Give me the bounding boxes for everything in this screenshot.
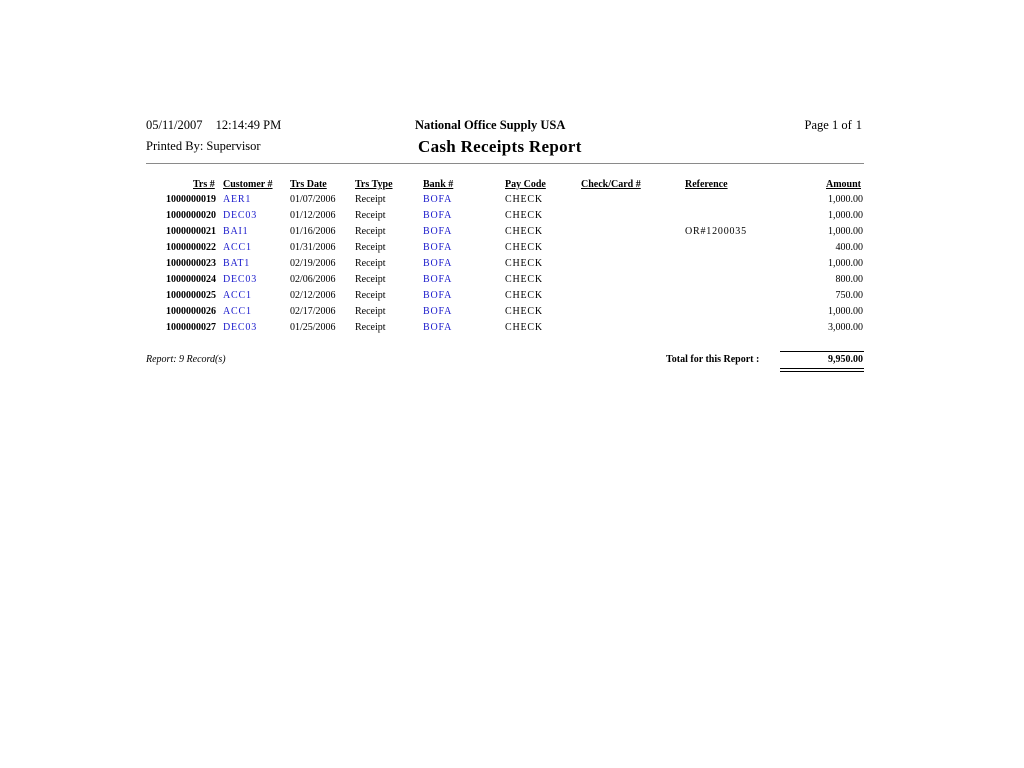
col-header-trs: Trs #: [193, 179, 215, 190]
cell-customer[interactable]: ACC1: [223, 242, 252, 253]
total-rule-double-bottom: [780, 371, 864, 372]
cell-bank[interactable]: BOFA: [423, 210, 453, 221]
col-header-trs-type: Trs Type: [355, 179, 393, 190]
cell-trs-date: 02/06/2006: [290, 274, 336, 285]
cell-trs: 1000000022: [166, 242, 216, 253]
cell-amount: 1,000.00: [828, 210, 863, 221]
col-header-trs-date: Trs Date: [290, 179, 327, 190]
cell-amount: 800.00: [835, 274, 863, 285]
cell-trs: 1000000021: [166, 226, 216, 237]
cell-reference: OR#1200035: [685, 226, 747, 237]
total-label: Total for this Report :: [666, 354, 760, 365]
cell-customer[interactable]: ACC1: [223, 306, 252, 317]
printed-by: Printed By: Supervisor: [146, 139, 261, 153]
cell-customer[interactable]: BAT1: [223, 258, 251, 269]
col-header-check-card: Check/Card #: [581, 179, 641, 190]
cell-pay-code: CHECK: [505, 258, 543, 269]
cell-trs: 1000000027: [166, 322, 216, 333]
cell-trs-date: 02/12/2006: [290, 290, 336, 301]
col-header-pay-code: Pay Code: [505, 179, 546, 190]
total-rule-single: [780, 351, 864, 352]
cell-bank[interactable]: BOFA: [423, 322, 453, 333]
cell-bank[interactable]: BOFA: [423, 226, 453, 237]
cell-trs-date: 02/17/2006: [290, 306, 336, 317]
cell-trs: 1000000024: [166, 274, 216, 285]
cell-trs-date: 01/31/2006: [290, 242, 336, 253]
cell-customer[interactable]: DEC03: [223, 210, 257, 221]
cell-amount: 1,000.00: [828, 194, 863, 205]
cell-customer[interactable]: AER1: [223, 194, 252, 205]
cell-pay-code: CHECK: [505, 226, 543, 237]
cell-bank[interactable]: BOFA: [423, 290, 453, 301]
report-title: Cash Receipts Report: [418, 137, 582, 156]
cell-trs-type: Receipt: [355, 210, 386, 221]
report-time: 12:14:49 PM: [215, 118, 282, 132]
cell-pay-code: CHECK: [505, 210, 543, 221]
cell-trs-date: 01/25/2006: [290, 322, 336, 333]
cell-trs-type: Receipt: [355, 290, 386, 301]
col-header-customer: Customer #: [223, 179, 273, 190]
cell-trs-date: 02/19/2006: [290, 258, 336, 269]
cell-customer[interactable]: ACC1: [223, 290, 252, 301]
total-value: 9,950.00: [828, 354, 863, 365]
report-datetime: [146, 118, 281, 133]
col-header-amount: Amount: [826, 179, 862, 190]
cell-bank[interactable]: BOFA: [423, 306, 453, 317]
cell-trs-type: Receipt: [355, 194, 386, 205]
cell-trs-type: Receipt: [355, 274, 386, 285]
report-date: 05/11/2007: [146, 118, 203, 132]
cell-trs: 1000000026: [166, 306, 216, 317]
cell-bank[interactable]: BOFA: [423, 242, 453, 253]
cell-pay-code: CHECK: [505, 194, 543, 205]
cell-amount: 3,000.00: [828, 322, 863, 333]
col-header-bank: Bank #: [423, 179, 454, 190]
col-header-reference: Reference: [685, 179, 728, 190]
cell-customer[interactable]: DEC03: [223, 322, 257, 333]
cell-trs: 1000000023: [166, 258, 216, 269]
cell-amount: 750.00: [835, 290, 863, 301]
cell-customer[interactable]: DEC03: [223, 274, 257, 285]
cell-amount: 1,000.00: [828, 226, 863, 237]
cell-pay-code: CHECK: [505, 322, 543, 333]
company-name: National Office Supply USA: [415, 118, 566, 132]
cell-amount: 400.00: [835, 242, 863, 253]
cell-trs-type: Receipt: [355, 306, 386, 317]
page-indicator: [805, 118, 862, 133]
cell-trs-type: Receipt: [355, 322, 386, 333]
cell-bank[interactable]: BOFA: [423, 274, 453, 285]
page-total: 1: [855, 118, 862, 132]
cell-trs-date: 01/16/2006: [290, 226, 336, 237]
record-count: Report: 9 Record(s): [146, 354, 226, 365]
cell-trs: 1000000019: [166, 194, 216, 205]
cell-amount: 1,000.00: [828, 306, 863, 317]
cell-bank[interactable]: BOFA: [423, 194, 453, 205]
page-label: Page 1 of: [804, 118, 852, 132]
cell-amount: 1,000.00: [828, 258, 863, 269]
cell-pay-code: CHECK: [505, 274, 543, 285]
cell-trs-date: 01/07/2006: [290, 194, 336, 205]
cell-pay-code: CHECK: [505, 290, 543, 301]
cell-trs-type: Receipt: [355, 242, 386, 253]
cell-customer[interactable]: BAI1: [223, 226, 249, 237]
cell-bank[interactable]: BOFA: [423, 258, 453, 269]
cell-trs: 1000000025: [166, 290, 216, 301]
cell-trs: 1000000020: [166, 210, 216, 221]
cell-pay-code: CHECK: [505, 306, 543, 317]
header-divider: [146, 163, 864, 164]
cell-trs-type: Receipt: [355, 226, 386, 237]
total-rule-double-top: [780, 368, 864, 369]
cell-trs-date: 01/12/2006: [290, 210, 336, 221]
cell-pay-code: CHECK: [505, 242, 543, 253]
cell-trs-type: Receipt: [355, 258, 386, 269]
